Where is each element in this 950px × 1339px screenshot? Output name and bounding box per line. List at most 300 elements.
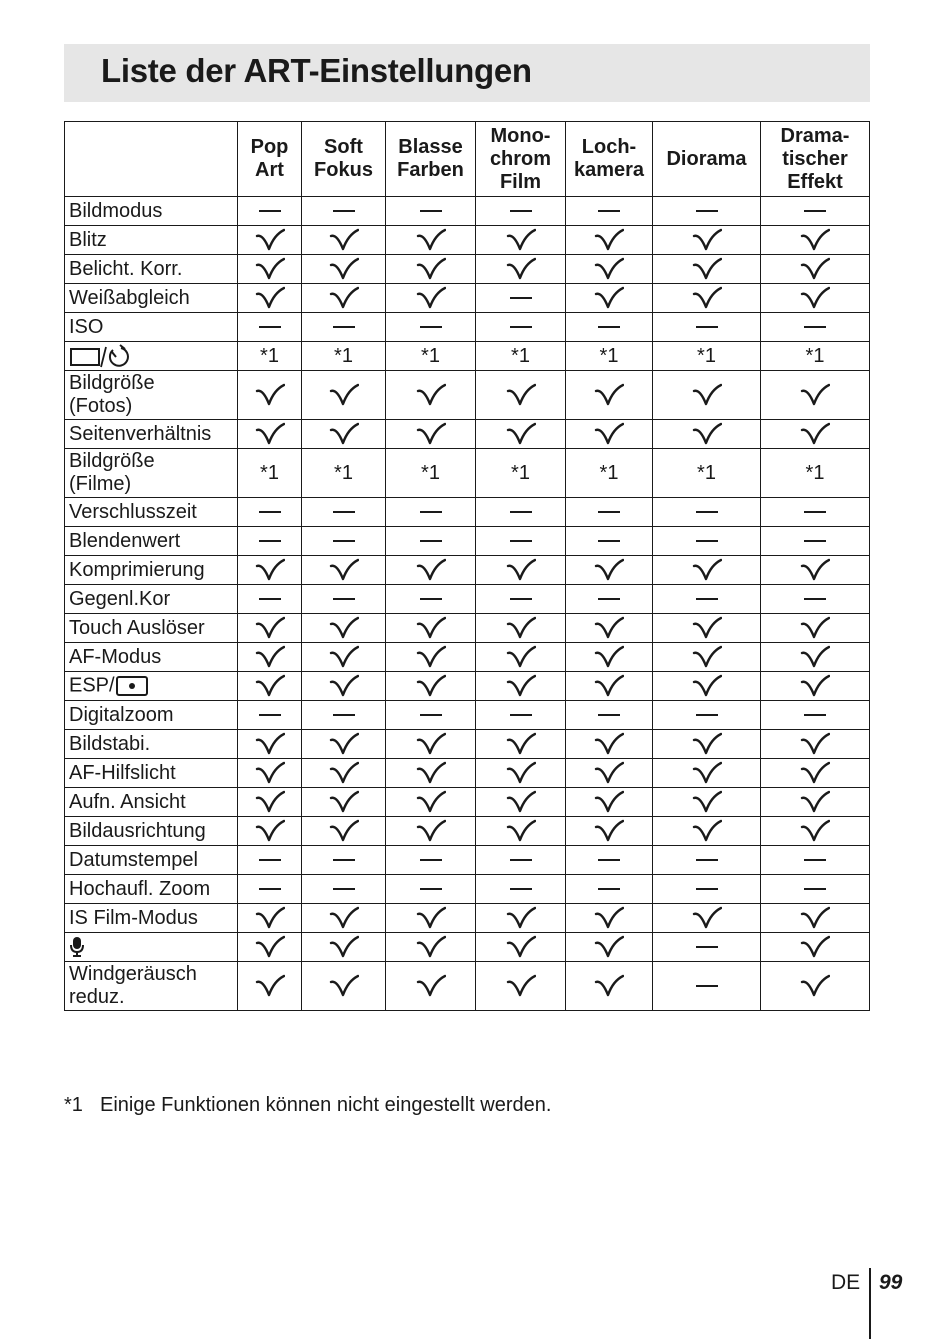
cell-check bbox=[476, 730, 566, 759]
dash-icon bbox=[420, 511, 442, 513]
check-icon bbox=[506, 616, 536, 640]
cell-dash bbox=[566, 527, 653, 556]
cell-check bbox=[386, 420, 476, 449]
cell-check bbox=[761, 255, 870, 284]
cell-note: *1 bbox=[653, 342, 761, 371]
cell-dash bbox=[302, 585, 386, 614]
dash-icon bbox=[598, 210, 620, 212]
cell-note: *1 bbox=[761, 449, 870, 498]
check-icon bbox=[506, 558, 536, 582]
cell-check bbox=[761, 962, 870, 1011]
footnote-mark: *1 bbox=[64, 1094, 83, 1116]
cell-check bbox=[566, 556, 653, 585]
spot-metering-icon bbox=[115, 674, 149, 698]
cell-check bbox=[761, 284, 870, 313]
cell-check bbox=[476, 255, 566, 284]
check-icon bbox=[692, 906, 722, 930]
cell-dash bbox=[476, 701, 566, 730]
check-icon bbox=[800, 616, 830, 640]
row-label bbox=[65, 585, 238, 614]
check-icon bbox=[692, 732, 722, 756]
check-icon bbox=[416, 935, 446, 959]
row-label-text: Weißabgleich bbox=[69, 286, 190, 309]
check-icon bbox=[506, 974, 536, 998]
cell-check bbox=[238, 759, 302, 788]
cell-dash bbox=[653, 875, 761, 904]
row-label-text: Digitalzoom bbox=[69, 703, 174, 726]
check-icon bbox=[692, 790, 722, 814]
cell-check bbox=[653, 371, 761, 420]
cell-check bbox=[302, 420, 386, 449]
check-icon bbox=[506, 732, 536, 756]
cell-check bbox=[386, 556, 476, 585]
check-icon bbox=[416, 732, 446, 756]
dash-icon bbox=[804, 326, 826, 328]
table-row bbox=[65, 846, 870, 875]
cell-check bbox=[566, 962, 653, 1011]
cell-check bbox=[302, 371, 386, 420]
cell-dash bbox=[386, 846, 476, 875]
cell-check bbox=[386, 817, 476, 846]
dash-icon bbox=[333, 511, 355, 513]
cell-check bbox=[566, 817, 653, 846]
cell-check bbox=[302, 933, 386, 962]
check-icon bbox=[800, 761, 830, 785]
column-header-line: chrom bbox=[489, 147, 552, 170]
cell-check bbox=[386, 643, 476, 672]
dash-icon bbox=[696, 985, 718, 987]
row-label-text: Blitz bbox=[69, 228, 107, 251]
table-row bbox=[65, 962, 870, 1011]
row-label bbox=[65, 420, 238, 449]
table-row bbox=[65, 449, 870, 498]
dash-icon bbox=[696, 540, 718, 542]
cell-dash bbox=[653, 846, 761, 875]
cell-check bbox=[761, 226, 870, 255]
dash-icon bbox=[333, 598, 355, 600]
check-icon bbox=[416, 558, 446, 582]
dash-icon bbox=[259, 540, 281, 542]
check-icon bbox=[329, 906, 359, 930]
check-icon bbox=[255, 790, 285, 814]
cell-check bbox=[761, 817, 870, 846]
cell-dash bbox=[476, 498, 566, 527]
header-corner bbox=[65, 122, 238, 197]
table-row bbox=[65, 585, 870, 614]
cell-check bbox=[761, 730, 870, 759]
check-icon bbox=[594, 761, 624, 785]
check-icon bbox=[800, 228, 830, 252]
check-icon bbox=[594, 645, 624, 669]
row-label bbox=[65, 226, 238, 255]
column-header bbox=[302, 122, 386, 197]
row-label-text: Gegenl.Kor bbox=[69, 587, 171, 610]
check-icon bbox=[255, 558, 285, 582]
check-icon bbox=[329, 819, 359, 843]
row-label-text: Komprimierung bbox=[69, 558, 205, 581]
dash-icon bbox=[259, 326, 281, 328]
check-icon bbox=[329, 257, 359, 281]
column-header-line: Loch- bbox=[581, 136, 637, 158]
cell-dash bbox=[653, 197, 761, 226]
check-icon bbox=[416, 257, 446, 281]
dash-icon bbox=[696, 326, 718, 328]
dash-icon bbox=[333, 859, 355, 861]
dash-icon bbox=[510, 511, 532, 513]
table-row bbox=[65, 342, 870, 371]
check-icon bbox=[506, 257, 536, 281]
cell-check bbox=[476, 962, 566, 1011]
check-icon bbox=[329, 616, 359, 640]
cell-check bbox=[566, 614, 653, 643]
table-row bbox=[65, 197, 870, 226]
check-icon bbox=[416, 906, 446, 930]
cell-note: *1 bbox=[761, 342, 870, 371]
cell-check bbox=[238, 788, 302, 817]
cell-dash bbox=[302, 701, 386, 730]
column-header-line: Mono- bbox=[490, 124, 551, 147]
cell-check bbox=[302, 817, 386, 846]
check-icon bbox=[255, 645, 285, 669]
table-row bbox=[65, 672, 870, 701]
column-header-line: Blasse bbox=[398, 136, 463, 158]
row-label bbox=[65, 701, 238, 730]
table-row bbox=[65, 371, 870, 420]
check-icon bbox=[692, 645, 722, 669]
column-header-line: tischer bbox=[782, 147, 848, 170]
row-label-text: Touch Auslöser bbox=[69, 616, 205, 639]
cell-dash bbox=[653, 701, 761, 730]
row-label-text: ESP/ bbox=[69, 674, 115, 697]
column-header-line: Film bbox=[499, 170, 542, 193]
table-row bbox=[65, 226, 870, 255]
check-icon bbox=[416, 422, 446, 446]
table-row bbox=[65, 788, 870, 817]
cell-check bbox=[386, 284, 476, 313]
cell-check bbox=[386, 788, 476, 817]
dash-icon bbox=[510, 598, 532, 600]
dash-icon bbox=[804, 888, 826, 890]
check-icon bbox=[255, 935, 285, 959]
cell-check bbox=[302, 672, 386, 701]
cell-check bbox=[302, 614, 386, 643]
check-icon bbox=[800, 732, 830, 756]
check-icon bbox=[800, 645, 830, 669]
dash-icon bbox=[696, 598, 718, 600]
cell-check bbox=[302, 904, 386, 933]
check-icon bbox=[800, 286, 830, 310]
cell-note: *1 bbox=[476, 342, 566, 371]
row-label bbox=[65, 788, 238, 817]
dash-icon bbox=[510, 210, 532, 212]
check-icon bbox=[506, 790, 536, 814]
cell-check bbox=[476, 817, 566, 846]
cell-check bbox=[238, 226, 302, 255]
row-label-text: Bildgröße bbox=[69, 450, 155, 472]
dash-icon bbox=[259, 210, 281, 212]
dash-icon bbox=[510, 888, 532, 890]
row-label bbox=[65, 449, 238, 498]
check-icon bbox=[692, 422, 722, 446]
cell-check bbox=[302, 730, 386, 759]
cell-dash bbox=[653, 313, 761, 342]
cell-check bbox=[238, 904, 302, 933]
dash-icon bbox=[696, 714, 718, 716]
cell-dash bbox=[238, 585, 302, 614]
cell-check bbox=[761, 759, 870, 788]
cell-dash bbox=[566, 701, 653, 730]
cell-dash bbox=[386, 498, 476, 527]
dash-icon bbox=[420, 714, 442, 716]
cell-check bbox=[653, 643, 761, 672]
cell-dash bbox=[761, 875, 870, 904]
check-icon bbox=[692, 286, 722, 310]
cell-dash bbox=[302, 498, 386, 527]
dash-icon bbox=[420, 859, 442, 861]
cell-check bbox=[653, 672, 761, 701]
row-label bbox=[65, 313, 238, 342]
row-label bbox=[65, 255, 238, 284]
cell-check bbox=[476, 371, 566, 420]
table-row bbox=[65, 556, 870, 585]
check-icon bbox=[594, 422, 624, 446]
cell-check bbox=[653, 284, 761, 313]
check-icon bbox=[594, 383, 624, 407]
cell-dash bbox=[566, 875, 653, 904]
cell-dash bbox=[386, 585, 476, 614]
cell-check bbox=[566, 226, 653, 255]
cell-check bbox=[302, 643, 386, 672]
cell-dash bbox=[761, 197, 870, 226]
table-body bbox=[65, 197, 870, 1011]
page-language: DE bbox=[831, 1271, 861, 1294]
check-icon bbox=[416, 286, 446, 310]
check-icon bbox=[594, 674, 624, 698]
row-label-text: ISO bbox=[69, 315, 104, 338]
cell-check bbox=[566, 643, 653, 672]
row-label-text: Hochaufl. Zoom bbox=[69, 877, 211, 900]
cell-dash bbox=[566, 846, 653, 875]
dash-icon bbox=[804, 598, 826, 600]
cell-check bbox=[566, 371, 653, 420]
cell-check bbox=[476, 420, 566, 449]
check-icon bbox=[255, 819, 285, 843]
check-icon bbox=[255, 286, 285, 310]
row-label-text: Verschlusszeit bbox=[69, 500, 197, 523]
dash-icon bbox=[510, 714, 532, 716]
check-icon bbox=[416, 674, 446, 698]
row-label-text: Blendenwert bbox=[69, 529, 181, 552]
cell-dash bbox=[386, 313, 476, 342]
cell-dash bbox=[761, 498, 870, 527]
cell-check bbox=[238, 817, 302, 846]
check-icon bbox=[329, 674, 359, 698]
check-icon bbox=[506, 228, 536, 252]
cell-check bbox=[386, 672, 476, 701]
cell-check bbox=[302, 759, 386, 788]
dash-icon bbox=[333, 326, 355, 328]
row-label bbox=[65, 962, 238, 1011]
row-label-text: Bildmodus bbox=[69, 199, 163, 222]
cell-check bbox=[566, 759, 653, 788]
check-icon bbox=[594, 558, 624, 582]
cell-check bbox=[566, 284, 653, 313]
cell-dash bbox=[566, 313, 653, 342]
row-label-text: Bildausrichtung bbox=[69, 819, 206, 842]
row-label bbox=[65, 643, 238, 672]
dash-icon bbox=[804, 511, 826, 513]
title-bar bbox=[64, 44, 870, 102]
check-icon bbox=[800, 383, 830, 407]
cell-check bbox=[566, 933, 653, 962]
row-label bbox=[65, 817, 238, 846]
check-icon bbox=[800, 819, 830, 843]
cell-dash bbox=[566, 585, 653, 614]
dash-icon bbox=[259, 888, 281, 890]
check-icon bbox=[800, 974, 830, 998]
row-label-text: Bildgröße bbox=[69, 372, 155, 394]
column-header bbox=[566, 122, 653, 197]
cell-check bbox=[653, 556, 761, 585]
table-row bbox=[65, 933, 870, 962]
check-icon bbox=[692, 761, 722, 785]
column-header bbox=[476, 122, 566, 197]
column-header-line: Art bbox=[255, 159, 284, 181]
check-icon bbox=[329, 935, 359, 959]
dash-icon bbox=[420, 598, 442, 600]
dash-icon bbox=[259, 511, 281, 513]
row-label-text: (Fotos) bbox=[69, 395, 133, 417]
check-icon bbox=[255, 257, 285, 281]
column-header bbox=[761, 122, 870, 197]
cell-check bbox=[238, 420, 302, 449]
cell-dash bbox=[238, 875, 302, 904]
check-icon bbox=[692, 383, 722, 407]
check-icon bbox=[416, 761, 446, 785]
cell-check bbox=[653, 904, 761, 933]
dash-icon bbox=[598, 714, 620, 716]
check-icon bbox=[692, 616, 722, 640]
cell-check bbox=[476, 556, 566, 585]
row-label bbox=[65, 614, 238, 643]
column-header-line: Pop bbox=[250, 136, 289, 158]
cell-check bbox=[386, 759, 476, 788]
check-icon bbox=[800, 257, 830, 281]
cell-dash bbox=[566, 197, 653, 226]
cell-check bbox=[386, 962, 476, 1011]
cell-check bbox=[302, 226, 386, 255]
check-icon bbox=[255, 732, 285, 756]
cell-check bbox=[302, 556, 386, 585]
check-icon bbox=[506, 645, 536, 669]
cell-dash bbox=[476, 197, 566, 226]
page-separator bbox=[869, 1268, 871, 1339]
check-icon bbox=[692, 257, 722, 281]
dash-icon bbox=[598, 598, 620, 600]
check-icon bbox=[594, 906, 624, 930]
cell-dash bbox=[238, 197, 302, 226]
check-icon bbox=[800, 558, 830, 582]
check-icon bbox=[329, 790, 359, 814]
cell-note: *1 bbox=[238, 449, 302, 498]
cell-dash bbox=[653, 527, 761, 556]
check-icon bbox=[800, 935, 830, 959]
check-icon bbox=[416, 974, 446, 998]
check-icon bbox=[329, 645, 359, 669]
row-label bbox=[65, 759, 238, 788]
column-header-line: Fokus bbox=[314, 159, 373, 181]
dash-icon bbox=[510, 859, 532, 861]
check-icon bbox=[255, 974, 285, 998]
dash-icon bbox=[598, 511, 620, 513]
table-row bbox=[65, 875, 870, 904]
cell-dash bbox=[302, 846, 386, 875]
row-label-text: Windgeräusch bbox=[69, 963, 197, 985]
cell-check bbox=[653, 255, 761, 284]
cell-check bbox=[238, 556, 302, 585]
cell-check bbox=[566, 672, 653, 701]
cell-note: *1 bbox=[386, 342, 476, 371]
row-label bbox=[65, 498, 238, 527]
dash-icon bbox=[804, 859, 826, 861]
cell-dash bbox=[653, 585, 761, 614]
cell-dash bbox=[302, 197, 386, 226]
check-icon bbox=[506, 761, 536, 785]
check-icon bbox=[416, 383, 446, 407]
check-icon bbox=[800, 422, 830, 446]
table-row bbox=[65, 284, 870, 313]
dash-icon bbox=[333, 714, 355, 716]
dash-icon bbox=[598, 540, 620, 542]
cell-check bbox=[476, 643, 566, 672]
row-label bbox=[65, 527, 238, 556]
dash-icon bbox=[598, 859, 620, 861]
cell-check bbox=[386, 904, 476, 933]
row-label bbox=[65, 933, 238, 962]
dash-icon bbox=[333, 888, 355, 890]
check-icon bbox=[255, 383, 285, 407]
microphone-icon bbox=[69, 935, 85, 959]
check-icon bbox=[800, 674, 830, 698]
cell-dash bbox=[238, 527, 302, 556]
cell-dash bbox=[238, 701, 302, 730]
cell-check bbox=[653, 730, 761, 759]
cell-check bbox=[653, 817, 761, 846]
art-settings-table bbox=[64, 121, 870, 1011]
column-header-line: kamera bbox=[573, 159, 645, 181]
cell-dash bbox=[238, 498, 302, 527]
check-icon bbox=[594, 790, 624, 814]
check-icon bbox=[506, 674, 536, 698]
check-icon bbox=[594, 286, 624, 310]
cell-check bbox=[238, 284, 302, 313]
row-label bbox=[65, 197, 238, 226]
row-label bbox=[65, 342, 238, 371]
cell-dash bbox=[761, 846, 870, 875]
dash-icon bbox=[696, 888, 718, 890]
cell-dash bbox=[761, 701, 870, 730]
cell-check bbox=[476, 933, 566, 962]
table-row bbox=[65, 904, 870, 933]
check-icon bbox=[255, 674, 285, 698]
footnote bbox=[64, 1094, 551, 1117]
check-icon bbox=[255, 616, 285, 640]
page-title: Liste der ART-Einstellungen bbox=[101, 52, 532, 89]
dash-icon bbox=[510, 540, 532, 542]
cell-check bbox=[386, 614, 476, 643]
cell-check bbox=[476, 614, 566, 643]
dash-icon bbox=[259, 714, 281, 716]
